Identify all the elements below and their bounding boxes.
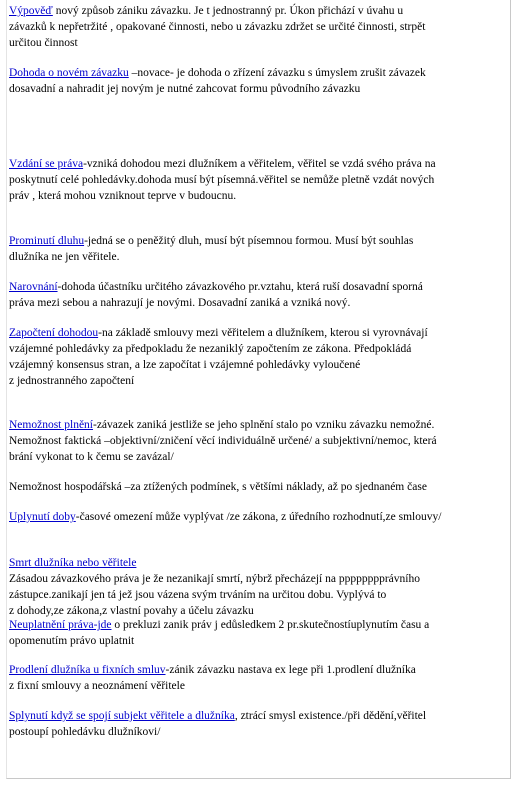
line-text: –novace- je dohoda o zřízení závazku s úmyslem zrušit závazek [128,67,426,79]
paragraph-prodleni-dluznika [9,662,509,694]
paragraph-line [9,279,509,295]
paragraph-line: z dohody,ze zákona,z vlastní povahy a účelu závazku [9,605,254,617]
paragraph-line: určitou činnost [9,37,78,49]
paragraph-line: vzájemné pohledávky za předpokladu že nezaniklý započtením ze zákona. Předpokládá [9,343,412,355]
paragraph-line [9,617,509,633]
paragraph-smrt-dluznika [9,555,509,619]
paragraph-line [9,555,509,571]
paragraph-line: Nemožnost faktická –objektivní/zničení věcí individuálně určené/ a subjektivní/nemoc, která [9,435,437,447]
paragraph-line: opomenutím právo uplatnit [9,635,135,647]
paragraph-vzdani-se-prava [9,156,509,204]
paragraph-line [9,662,509,678]
line-text: , ztrácí smysl existence./při dědění,věřitel [234,710,427,722]
paragraph-narovnani [9,279,509,311]
paragraph-nemoznost-plneni [9,417,509,465]
paragraph-dohoda-o-novem-zavazku [9,65,509,97]
paragraph-line: dosavadní a nahradit jej novým je nutné zahcovat formu původního závazku [9,83,361,95]
term-link[interactable]: Výpověď [9,5,53,17]
line-text: -jedná se o peněžitý dluh, musí být písemnou formou. Musí být souhlas [84,235,414,247]
paragraph-line: postoupí pohledávku dlužníkovi/ [9,726,161,738]
paragraph-uplynuti-doby [9,509,509,525]
paragraph-splynuti [9,708,509,740]
paragraph-vypoved [9,3,509,51]
paragraph-line [9,417,509,433]
term-link[interactable]: Dohoda o novém závazku [9,67,129,79]
paragraph-line: brání vykonat to k čemu se zavázal/ [9,451,174,463]
paragraph-prominuti-dluhu [9,233,509,265]
paragraph-line: závazků k nepřetržité , opakované činnosti, nebo u závazku zdržet se určité činnosti, strpět [9,21,426,33]
term-link[interactable]: Smrt dlužníka nebo věřitele [9,557,137,569]
paragraph-line [9,3,509,19]
term-link[interactable]: Vzdání se práva [9,158,84,170]
term-link[interactable]: Neuplatnění práva-jde [9,619,112,631]
paragraph-line [9,325,509,341]
term-link[interactable]: Prodlení dlužníka u fixních smluv [9,664,166,676]
paragraph-line: vzájemný konsensus stran, a lze započítat i vzájemné pohledávky vyloučené [9,359,361,371]
paragraph-line: práva mezi sebou a nahrazují je novými. Dosavadní zaniká a vzniká nový. [9,297,351,309]
term-link[interactable]: Uplynutí doby [9,511,76,523]
term-link[interactable]: Splynutí když se spojí subjekt věřitele a dlužníka [9,710,235,722]
paragraph-line: z fixní smlouvy a neoznámení věřitele [9,680,185,692]
term-link[interactable]: Započtení dohodou [9,327,99,339]
paragraph-line [9,708,509,724]
paragraph-neuplatneni-prava [9,617,509,649]
line-text: -časové omezení může vyplývat /ze zákona, z úředního rozhodnutí,ze smlouvy/ [75,511,442,523]
paragraph-line [9,156,509,172]
paragraph-line [9,509,509,525]
paragraph-line: zástupce.zanikají jen tá jež jsou vázena svým trváním na určitou dobu. Vyplývá to [9,589,387,601]
paragraph-line: dlužníka ne jen věřitele. [9,251,120,263]
paragraph-zapocteni-dohodou [9,325,509,389]
paragraph-line: poskytnutí celé pohledávky.dohoda musí být písemná.věřitel se nemůže pletně vzdát nových [9,174,435,186]
paragraph-line: Zásadou závazkového práva je že nezanikají smrtí, nýbrž přecházejí na pppppppprávního [9,573,420,585]
line-text: -dohoda účastníku určitého závazkového pr.vztahu, která ruší dosavadní sporná [57,281,423,293]
term-link[interactable]: Prominutí dluhu [9,235,85,247]
paragraph-line: z jednostranného započtení [9,375,135,387]
line-text: -závazek zaniká jestliže se jeho splnění stalo po vzniku závazku nemožné. [93,419,435,431]
paragraph-line [9,233,509,249]
line-text: nový způsob zániku závazku. Je t jednostranný pr. Úkon přichází v úvahu u [52,5,404,17]
line-text: -zánik závazku nastava ex lege při 1.prodlení dlužníka [165,664,416,676]
paragraph-line: Nemožnost hospodářská –za ztížených podmínek, s většími náklady, až po sjednaném čase [9,481,427,493]
line-text: -vzniká dohodou mezi dlužníkem a věřitelem, věřitel se vzdá svého práva na [83,158,436,170]
paragraph-line: práv , která mohou vzniknout teprve v budoucnu. [9,190,237,202]
term-link[interactable]: Nemožnost plnění [9,419,93,431]
line-text: -na základě smlouvy mezi věřitelem a dlužníkem, kterou si vyrovnávají [98,327,428,339]
line-text: o prekluzi zanik práv j edůsledkem 2 pr.skutečnostíuplynutím času a [111,619,430,631]
term-link[interactable]: Narovnání [9,281,58,293]
paragraph-line [9,65,509,81]
paragraph-nemoznost-hospodarska [9,479,509,495]
